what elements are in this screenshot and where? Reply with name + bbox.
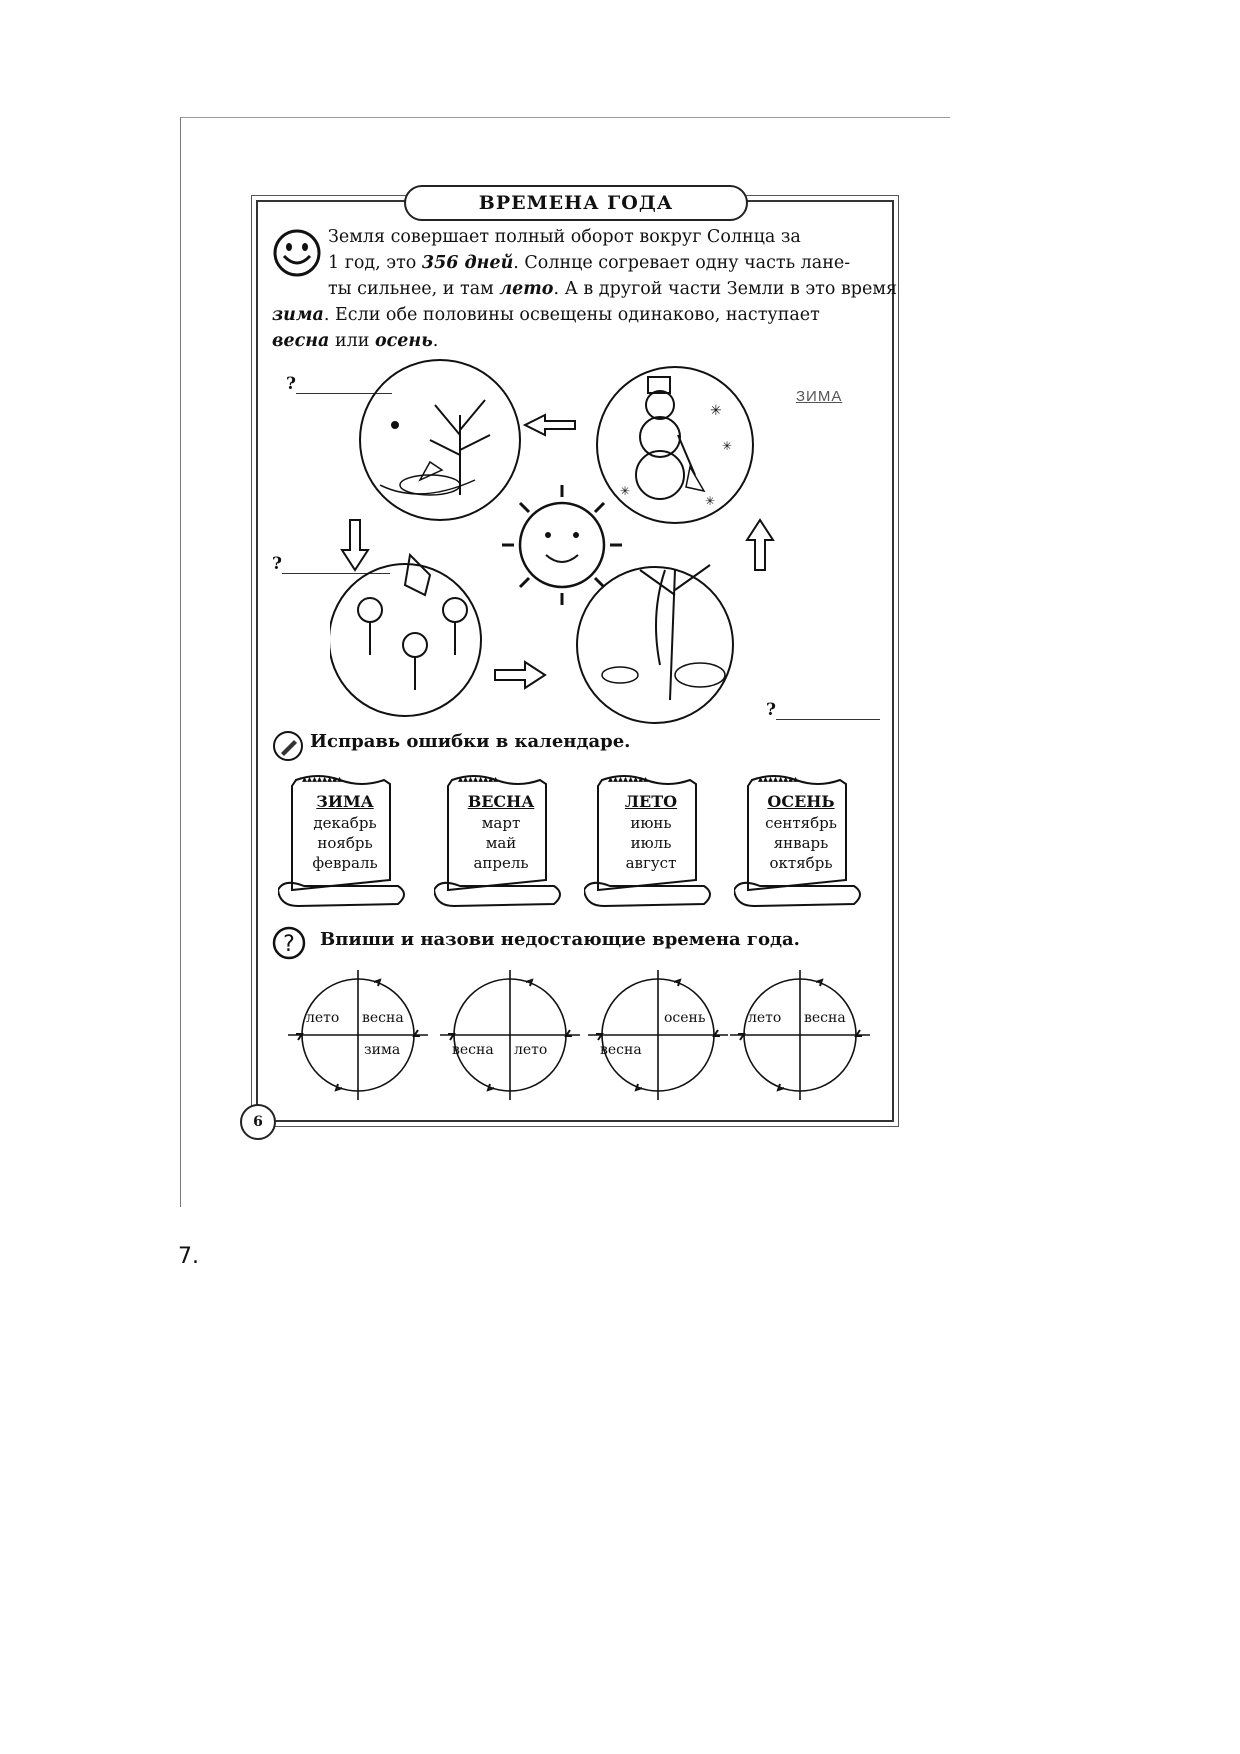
intro-line-2a: 1 год, это [328,253,422,273]
page-number: 6 [240,1104,276,1140]
svg-text:▴▴▴▴▴▴▴▴: ▴▴▴▴▴▴▴▴ [302,774,343,785]
intro-line-3c: . А в другой части Земли в это время [553,279,898,299]
spring-scene [360,360,520,520]
wheel-label-bottom-right: лето [514,1042,548,1058]
season-wheel-2 [440,970,580,1100]
task-fill-seasons: Впиши и назови недостающие времена года. [320,929,800,950]
month[interactable]: сентябрь [765,814,837,832]
blank-middle-left[interactable]: ? [272,554,390,574]
wheel-label-bottom-left: весна [452,1042,494,1058]
intro-line-1: Земля совершает полный оборот вокруг Солнца за [328,227,801,247]
pencil-icon [272,730,304,762]
calendar-card-summer [596,770,706,910]
month[interactable]: январь [773,834,829,852]
page-title: ВРЕМЕНА ГОДА [404,185,748,221]
smiley-icon [272,228,322,278]
wheel-label-top-right: весна [804,1010,846,1026]
intro-line-3a: ты сильнее, и там [328,279,500,299]
svg-text:✳: ✳ [722,439,733,453]
item-number: 7. [178,1244,199,1269]
month[interactable]: март [481,814,521,832]
wheel-label-top-left: лето [306,1010,340,1026]
wheel-label-bottom-right: зима [364,1042,401,1058]
season-wheel-3 [588,970,728,1100]
month[interactable]: июль [630,834,672,852]
task-fix-calendar: Исправь ошибки в календаре. [310,731,631,752]
question-icon [272,926,306,960]
blank-bottom-right[interactable]: ? [766,700,880,720]
scan-border-left [180,117,181,1207]
month[interactable]: август [625,854,677,872]
winter-scene [597,367,753,523]
wheel-label-bottom-left: весна [600,1042,642,1058]
blank-top-left[interactable]: ? [286,374,392,394]
svg-text:?: ? [283,932,295,957]
intro-autumn: осень [374,331,433,351]
intro-days: 356 дней [421,253,514,273]
month[interactable]: февраль [312,854,378,872]
month[interactable]: ноябрь [317,834,373,852]
intro-winter: зима [272,305,324,325]
calendar-card-winter [290,770,400,910]
intro-text [272,224,898,354]
season-wheel-4 [730,970,870,1100]
intro-spring: весна [272,331,330,351]
calendar-card-spring [446,770,556,910]
calendar-card-autumn [746,770,856,910]
season-name: ОСЕНЬ [767,792,835,811]
wheel-label-top-right: осень [664,1010,706,1026]
month[interactable]: апрель [473,854,529,872]
svg-text:✳: ✳ [705,494,716,508]
month[interactable]: декабрь [313,814,377,832]
svg-text:▴▴▴▴▴▴▴▴: ▴▴▴▴▴▴▴▴ [758,774,799,785]
intro-line-5b: или [329,331,375,351]
wheel-label-top-right: весна [362,1010,404,1026]
intro-summer: лето [499,279,554,299]
month[interactable]: май [485,834,517,852]
autumn-scene [577,565,733,723]
intro-line-4b: . Если обе половины освещены одинаково, наступает [323,305,820,325]
summer-scene [330,555,481,716]
intro-line-2c: . Солнце согревает одну часть ланe- [513,253,851,273]
wheel-label-top-left: лето [748,1010,782,1026]
month[interactable]: июнь [630,814,672,832]
svg-text:▴▴▴▴▴▴▴▴: ▴▴▴▴▴▴▴▴ [458,774,499,785]
seasons-illustration [330,355,800,735]
season-name: ВЕСНА [467,792,535,811]
season-name: ЛЕТО [624,792,678,811]
scan-border-top [180,117,950,118]
month[interactable]: октябрь [769,854,833,872]
season-wheel-1 [288,970,428,1100]
season-name: ЗИМА [316,792,374,811]
intro-line-5d: . [432,331,439,351]
svg-text:▴▴▴▴▴▴▴▴: ▴▴▴▴▴▴▴▴ [608,774,649,785]
svg-text:✳: ✳ [710,403,722,419]
winter-label: ЗИМА [796,388,843,405]
svg-text:✳: ✳ [620,484,631,498]
